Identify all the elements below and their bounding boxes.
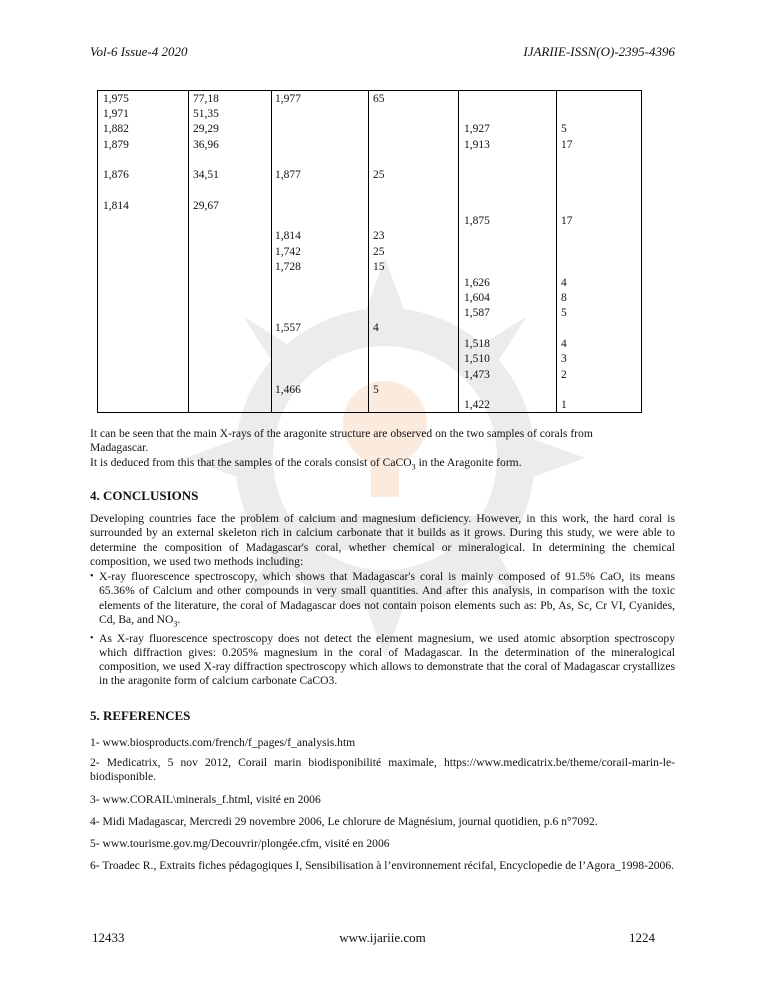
table-cell: 1,728 <box>275 261 301 273</box>
commentary-text: in the Aragonite form. <box>415 455 522 469</box>
table-cell: 15 <box>373 261 385 273</box>
list-item <box>90 570 675 632</box>
table-cell: 2 <box>561 369 567 381</box>
running-header <box>90 44 675 60</box>
section-heading-references: 5. REFERENCES <box>90 708 191 723</box>
table-cell: 1,473 <box>464 369 490 381</box>
reference-item: 4- Midi Madagascar, Mercredi 29 novembre 2006, Le chlorure de Magnésium, journal quotidien, p.6 n°7092. <box>90 815 598 828</box>
table-col-4 <box>369 91 459 413</box>
table-cell: 1,977 <box>275 93 301 105</box>
table-cell: 1,557 <box>275 322 301 334</box>
table-col-2 <box>189 91 272 413</box>
table-cell: 1,626 <box>464 277 490 289</box>
table-cell: 5 <box>561 123 567 135</box>
table-cell: 1,587 <box>464 307 490 319</box>
table-cell: 4 <box>373 322 379 334</box>
table-cell: 1,604 <box>464 292 490 304</box>
table-cell: 4 <box>561 277 567 289</box>
table-cell: 77,18 <box>193 93 219 105</box>
section-heading-conclusions: 4. CONCLUSIONS <box>90 488 199 503</box>
table-cell: 1,422 <box>464 399 490 411</box>
bullet-text: X-ray fluorescence spectroscopy, which shows that Madagascar's coral is mainly composed of 91.5% CaO, its means 65.36% of Calcium and other compounds in very small quantities. And after this analysis, in comparison with the toxic elements of the literature, the coral of Madagascar does not contain poison elements such as: Pb, As, Sc, Cr VI, Cyanides, Cd, Ba, and NO <box>99 570 675 626</box>
table-cell: 5 <box>561 307 567 319</box>
commentary-text: It is deduced from this that the samples of the corals consist of CaCO <box>90 455 412 469</box>
reference-item: 3- www.CORAIL\minerals_f.html, visité en 2006 <box>90 793 321 806</box>
commentary-line <box>90 456 675 475</box>
subscript: 3 <box>173 619 178 629</box>
table-cell: 17 <box>561 139 573 151</box>
table-cell: 51,35 <box>193 108 219 120</box>
table-cell: 29,67 <box>193 200 219 212</box>
table-cell: 36,96 <box>193 139 219 151</box>
bullet-icon: • <box>90 632 94 644</box>
table-cell: 34,51 <box>193 169 219 181</box>
table-cell: 1,877 <box>275 169 301 181</box>
table-cell: 1,518 <box>464 338 490 350</box>
footer-paper-id: 12433 <box>92 930 125 945</box>
table-cell: 1,882 <box>103 123 129 135</box>
table-cell: 1,927 <box>464 123 490 135</box>
table-cell: 1 <box>561 399 567 411</box>
header-issn: IJARIIE-ISSN(O)-2395-4396 <box>523 44 675 59</box>
reference-item: 5- www.tourisme.gov.mg/Decouvrir/plongée.cfm, visité en 2006 <box>90 837 390 850</box>
reference-item: 6- Troadec R., Extraits fiches pédagogiques I, Sensibilisation à l’environnement récifal, Encyclopedie de l’Agora_1998-2006. <box>90 859 675 872</box>
table-cell: 3 <box>561 353 567 365</box>
footer-page-number: 1224 <box>629 930 655 945</box>
bullet-text: As X-ray fluorescence spectroscopy does not detect the element magnesium, we used atomic absorption spectroscopy which diffraction gives: 0.205% magnesium in the coral of Madagascar. In the determination of the mineralogical composition, we used X-ray diffraction spectroscopy which allows to demonstrate that the coral of Madagascar crystallizes in the aragonite form of calcium carbonate CaCO3. <box>99 631 675 688</box>
table-cell: 23 <box>373 230 385 242</box>
reference-item: 1- www.biosproducts.com/french/f_pages/f_analysis.htm <box>90 736 356 749</box>
table-cell: 29,29 <box>193 123 219 135</box>
list-item <box>90 632 675 689</box>
table-col-5 <box>459 91 557 413</box>
table-cell: 1,975 <box>103 93 129 105</box>
table-cell: 1,466 <box>275 384 301 396</box>
table-cell: 1,971 <box>103 108 129 120</box>
table-col-1 <box>98 91 189 413</box>
table-col-6 <box>557 91 642 413</box>
footer-website: www.ijariie.com <box>339 930 426 945</box>
table-cell: 5 <box>373 384 379 396</box>
xrd-data-table <box>97 90 642 413</box>
table-cell: 1,814 <box>275 230 301 242</box>
table-col-3 <box>272 91 369 413</box>
header-volume-issue: Vol-6 Issue-4 2020 <box>90 44 188 59</box>
table-cell: 8 <box>561 292 567 304</box>
table-cell: 17 <box>561 215 573 227</box>
table-cell: 65 <box>373 93 385 105</box>
table-cell: 25 <box>373 169 385 181</box>
commentary-line: Madagascar. <box>90 441 149 455</box>
conclusions-bullet-list <box>90 570 675 689</box>
table-cell: 25 <box>373 246 385 258</box>
table-cell: 1,875 <box>464 215 490 227</box>
table-cell: 1,876 <box>103 169 129 181</box>
table-cell: 1,510 <box>464 353 490 365</box>
subscript: 3 <box>411 462 416 472</box>
running-footer <box>90 930 675 946</box>
table-cell: 1,814 <box>103 200 129 212</box>
reference-item: 2- Medicatrix, 5 nov 2012, Corail marin biodisponibilité maximale, https://www.medicatrix.be/theme/corail-marin-le-biodisponible. <box>90 756 675 784</box>
table-cell: 1,742 <box>275 246 301 258</box>
table-cell: 4 <box>561 338 567 350</box>
table-cell: 1,913 <box>464 139 490 151</box>
table-cell: 1,879 <box>103 139 129 151</box>
table-commentary <box>90 427 675 475</box>
bullet-text: . <box>177 612 181 626</box>
commentary-line: It can be seen that the main X-rays of the aragonite structure are observed on the two samples of corals from <box>90 427 593 440</box>
bullet-icon: • <box>90 571 94 582</box>
conclusions-paragraph: Developing countries face the problem of calcium and magnesium deficiency. However, in this work, the hard coral is surrounded by an external skeleton rich in calcium carbonate that it builds as it grows. During this study, we were able to determine the composition of Madagascar's coral, whether chemical or mineralogical. In determining the chemical composition, we used two methods including: <box>90 512 675 569</box>
